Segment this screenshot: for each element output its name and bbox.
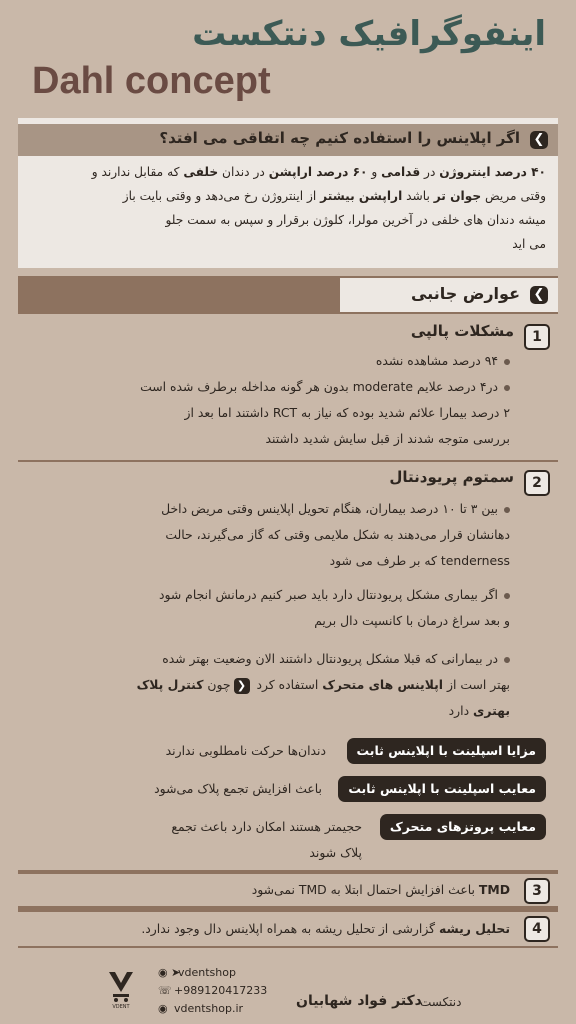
text-line: بررسی متوجه شدند از قبل سایش شدید داشتند xyxy=(265,431,510,446)
question-line-1: ۴۰ درصد اینتروژن در قدامی و ۶۰ درصد اراپشن در دندان خلفی که مقابل ندارند و xyxy=(91,165,546,179)
question-header xyxy=(18,124,558,156)
question-line-4: می اید xyxy=(512,237,546,251)
question-box xyxy=(18,118,558,268)
whatsapp-icon: ☏ xyxy=(158,984,172,997)
brand-name: دنتکست xyxy=(420,995,462,1009)
footer xyxy=(0,958,576,1024)
section-number: 1 xyxy=(524,324,550,350)
section-tmd xyxy=(18,874,558,906)
website-link[interactable]: vdentshop.ir xyxy=(174,1002,244,1015)
vdent-logo xyxy=(106,966,136,1010)
chevron-right-icon: ❯ xyxy=(530,131,548,149)
text-line: بهتری دارد xyxy=(448,703,510,718)
bullet: ۹۴ درصد مشاهده نشده xyxy=(30,348,510,374)
bullet: در۴ درصد علایم moderate بدون هر گونه مداخله برطرف شده است xyxy=(30,374,510,400)
text-line: دهانشان قرار می‌دهند به شکل ملایمی وقتی که گاز می‌گیرند، حالت xyxy=(165,527,510,542)
bullet: اگر بیماری مشکل پریودنتال دارد باید صبر کنیم درمانش انجام شود xyxy=(30,582,510,608)
pill-description: باعث افزایش تجمع پلاک می‌شود xyxy=(154,781,322,796)
pill-label: معایب پروتزهای متحرک xyxy=(380,814,546,840)
text-line: tenderness که بر طرف می شود xyxy=(329,553,510,568)
bullet-dot xyxy=(504,593,510,599)
text-line: و بعد سراغ درمان با کانسپت دال بریم xyxy=(314,613,510,628)
bullet-dot xyxy=(504,657,510,663)
social-handle[interactable]: vdentshop xyxy=(178,966,236,979)
section-number: 4 xyxy=(524,916,550,942)
page-title: اینفوگرافیک دنتکست xyxy=(192,14,546,54)
svg-text:VDENT: VDENT xyxy=(112,1004,130,1010)
section-number: 3 xyxy=(524,878,550,904)
side-effects-title: عوارض جانبی xyxy=(410,284,520,303)
section-title: مشکلات پالپی xyxy=(410,322,514,340)
section-periodontal xyxy=(18,462,558,870)
question-line-3: میشه دندان های خلفی در آخرین مولرا، کلوژن برقرار و سپس به سمت جلو xyxy=(165,213,546,227)
phone-number[interactable]: +989120417233 xyxy=(174,984,268,997)
pill-label: معایب اسپلینت با اپلاینس ثابت xyxy=(338,776,546,802)
bullet-dot xyxy=(504,359,510,365)
bullet-dot xyxy=(504,385,510,391)
doctor-name: دکتر فواد شهابیان xyxy=(296,993,422,1009)
section-title: سمتوم پریودنتال xyxy=(389,468,514,486)
bullet: بین ۳ تا ۱۰ درصد بیماران، هنگام تحویل اپلاینس وقتی مریض داخل xyxy=(30,496,510,522)
side-effects-header xyxy=(340,278,558,312)
social-icons: ◉ ➤ xyxy=(158,966,181,979)
section-root-resorption xyxy=(18,912,558,946)
pill-description: دندان‌ها حرکت نامطلوبی ندارند xyxy=(165,743,326,758)
section-pulp xyxy=(18,314,558,460)
section-text: تحلیل ریشه گزارشی از تحلیل ریشه به همراه اپلاینس دال وجود ندارد. xyxy=(141,921,510,936)
chevron-left-icon: ❮ xyxy=(234,678,250,694)
bullet: در بیمارانی که قبلا مشکل پریودنتال داشتند الان وضعیت بهتر شده xyxy=(30,646,510,672)
page-subtitle: Dahl concept xyxy=(32,60,271,102)
pill-label: مزایا اسپلینت با اپلاینس ثابت xyxy=(347,738,546,764)
section-text: TMD باعث افزایش احتمال ابتلا به TMD نمی‌شود xyxy=(251,882,510,897)
text-line: بهتر است از اپلاینس های متحرک استفاده کرد ❮چون کنترل پلاک xyxy=(136,677,510,692)
chevron-right-icon: ❯ xyxy=(530,286,548,304)
header xyxy=(0,0,576,116)
text-line: ۲ درصد بیمارا علائم شدید بوده که نیاز به RCT داشتند اما بعد از xyxy=(184,405,510,420)
section-number: 2 xyxy=(524,470,550,496)
pill-description: حجیمتر هستند امکان دارد باعث تجمع xyxy=(171,819,362,834)
question-title: اگر اپلاینس را استفاده کنیم چه اتفاقی می افتد؟ xyxy=(159,129,520,147)
bullet-dot xyxy=(504,507,510,513)
pill-description: پلاک شوند xyxy=(309,845,362,860)
globe-icon: ◉ xyxy=(158,1002,168,1015)
question-line-2: وقتی مریض جوان تر باشد اراپشن بیشتر از اینتروژن رخ می‌دهد و وقتی بایت باز xyxy=(122,189,546,203)
question-body xyxy=(30,160,546,256)
